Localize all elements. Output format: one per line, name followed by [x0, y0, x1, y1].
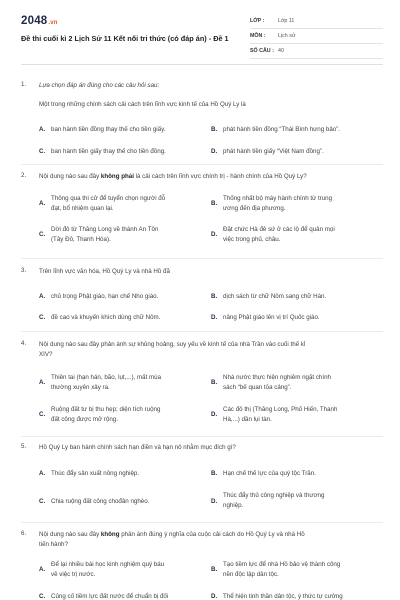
meta-row-class — [250, 14, 383, 29]
exam-meta — [250, 14, 383, 59]
meta-value: Lịch sử — [278, 33, 296, 39]
question-divider — [21, 164, 383, 165]
question-divider — [21, 436, 383, 437]
site-logo[interactable]: 2048.vn — [21, 15, 58, 27]
meta-key: SỐ CÂU : — [250, 48, 274, 54]
meta-value: Lớp 11 — [278, 18, 295, 24]
exam-header — [21, 14, 383, 60]
question-2 — [21, 172, 383, 254]
question-text: Nội dung nào sau đây không phản ánh đúng ý nghĩa của cuộc cải cách do Hồ Quý Ly và nhà Hồ — [39, 531, 305, 538]
question-text: Hồ Quý Ly ban hành chính sách hạn điền và hạn nô nhằm mục đích gì? — [39, 444, 236, 451]
option-d[interactable]: D. Thúc đẩy thủ công nghiệp và thương nghiệp. — [211, 492, 325, 509]
question-number: 6. — [21, 530, 27, 537]
option-d[interactable]: D. Đặt chức Hà đê sứ ở các lộ để quản mọi việc trong phủ, châu. — [211, 226, 335, 243]
question-number: 4. — [21, 340, 27, 347]
option-d[interactable]: D. Các đô thị (Thăng Long, Phố Hiến, Thanh Hà,...) dần lụi tàn. — [211, 406, 338, 423]
question-4 — [21, 340, 383, 432]
meta-key: LỚP : — [250, 18, 265, 24]
question-divider — [21, 522, 383, 523]
question-divider — [21, 331, 383, 332]
option-c[interactable]: C. Ruộng đất tư bị thu hẹp; diện tích ruộng đất công được mở rộng. — [39, 406, 161, 423]
question-5: 5. Hồ Quý Ly ban hành chính sách hạn điền và hạn nô nhằm mục đích gì? A. Thúc đẩy sản xuất nông nghiệp. B. Hạn chế thế lực của quý tộc Trần. C. Chia ruộng đất công chođân nghèo. D. Thúc đẩy thủ công nghiệp và thương nghiệp. — [21, 443, 383, 519]
question-instruction: Lựa chọn đáp án đúng cho các câu hỏi sau: — [39, 82, 160, 89]
question-number: 5. — [21, 443, 27, 450]
header-divider — [21, 64, 383, 65]
option-d[interactable]: D. Thể hiện tinh thần dân tộc, ý thức tự cường — [211, 593, 343, 600]
question-text-continued: tiến hành? — [39, 541, 68, 548]
meta-row-subject — [250, 29, 383, 44]
question-text: Một trong những chính sách cải cách trên lĩnh vực kinh tế của Hồ Quý Ly là — [39, 101, 246, 108]
question-1: 1. Lựa chọn đáp án đúng cho các câu hỏi sau: Một trong những chính sách cải cách trên lĩnh vực kinh tế của Hồ Quý Ly là A. ban hành tiền đồng thay thế cho tiền giấy. B. phát hành tiền đồng “Thái Bình hưng bảo”. C. ban hành tiền giấy thay thế cho tiền đồng. D. phát hành tiền giấy “Việt Nam đồng”. — [21, 81, 383, 161]
question-divider — [21, 258, 383, 259]
question-number: 3. — [21, 267, 27, 274]
option-b[interactable]: B. Nhà nước thực hiện nghiêm ngặt chính sách “bế quan tỏa cảng”. — [211, 374, 331, 391]
question-text: Nội dung nào sau đây phản ánh sự khủng hoảng, suy yếu về kinh tế của nhà Trần vào cuối thế kỉ — [39, 341, 306, 348]
meta-row-count — [250, 44, 383, 59]
option-b[interactable]: B. Tạo tiềm lực để nhà Hồ bảo vệ thành công nền độc lập dân tộc. — [211, 561, 341, 578]
exam-title: Đề thi cuối kì 2 Lịch Sử 11 Kết nối tri thức (có đáp án) - Đề 1 — [21, 34, 229, 43]
question-6 — [21, 530, 383, 600]
meta-value: 40 — [278, 48, 284, 54]
option-a[interactable]: A. Thiên tai (hạn hán, bão, lụt,...), mất mùa thường xuyên xảy ra. — [39, 374, 162, 391]
option-c[interactable]: C. Dời đô từ Thăng Long về thành An Tôn (Tây Đô, Thanh Hóa). — [39, 226, 159, 243]
option-b[interactable]: B. Thống nhất bộ máy hành chính từ trung ương đến địa phương. — [211, 195, 333, 212]
question-number: 1. — [21, 81, 27, 88]
option-a[interactable]: A. Để lại nhiều bài học kinh nghiệm quý báu về việc trị nước. — [39, 561, 165, 578]
question-3: 3. Trên lĩnh vực văn hóa, Hồ Quý Ly và nhà Hồ đã A. chủ trọng Phật giáo, hạn chế Nho giáo. B. dịch sách từ chữ Nôm sang chữ Hán. C. đề cao và khuyến khích dùng chữ Nôm. D. nâng Phật giáo lên vị trí Quốc giáo. — [21, 267, 383, 329]
option-c[interactable]: C. Củng cố tiềm lực đất nước để chuẩn bị đối — [39, 593, 169, 600]
option-a[interactable]: A. Thông qua thi cử để tuyển chọn người đỗ đạt, bổ nhiệm quan lại. — [39, 195, 166, 212]
question-text: Nội dung nào sau đây không phải là cải cách trên lĩnh vực chính trị - hành chính của Hồ Quý Ly? — [39, 173, 307, 180]
meta-key: MÔN : — [250, 33, 266, 39]
question-text: Trên lĩnh vực văn hóa, Hồ Quý Ly và nhà Hồ đã — [39, 268, 170, 275]
question-number: 2. — [21, 172, 27, 179]
question-text-continued: XIV? — [39, 351, 53, 358]
